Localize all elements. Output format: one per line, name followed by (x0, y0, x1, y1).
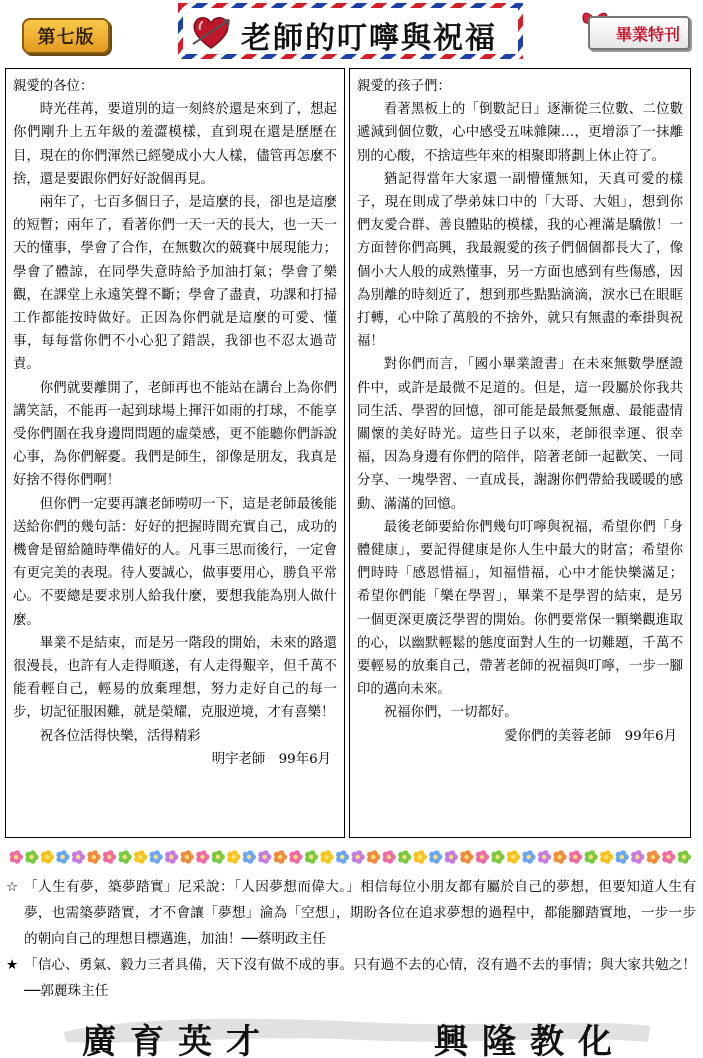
flower-icon (600, 850, 613, 864)
flower-icon (491, 850, 504, 864)
flower-icon (227, 850, 240, 864)
right-paragraph: 看著黑板上的「倒數記日」逐漸從三位數、二位數遞減到個位數，心中感受五味雜陳…，更增添了一抹離別的心酸，不捨這些年來的相聚即將劃上休止符了。 (357, 102, 683, 164)
flower-icon (134, 850, 147, 864)
left-paragraph: 但你們一定要再讓老師嘮叨一下，這是老師最後能送給你們的幾句話：好好的把握時間充實自己，成功的機會是留給隨時準備好的人。凡事三思而後行，一定會有更完美的表現。待人要誠心，做事要用心，勝負平常心。不要總是要求別人給我什麼，要想我能為別人做什麼。 (13, 496, 337, 628)
right-paragraph: 對你們而言，「國小畢業證書」在未來無數學歷證件中，或許是最微不足道的。但是，這一段屬於你我共同生活、學習的回憶，卻可能是最無憂無慮、最能盡情關懷的美好時光。這些日子以來，老師很幸運、很幸福，因為身邊有你們的陪伴，陪著老師一起歡笑、一同分享、一塊學習、一直成長，謝謝你們帶給我暖暖的感動、滿滿的回憶。 (357, 357, 683, 512)
flower-icon (445, 850, 458, 864)
flower-icon (212, 850, 225, 864)
flower-icon (476, 850, 489, 864)
right-paragraph: 最後老師要給你們幾句叮嚀與祝福，希望你們「身體健康」，要記得健康是你人生中最大的財富；希望你們時時「感恩惜福」，知福惜福，心中才能快樂滿足；希望你們能「樂在學習」，畢業不是學習的結束，是另一個更深更廣泛學習的開始。你們要常保一顆樂觀進取的心，以幽默輕鬆的態度面對人生的一切難題，千萬不要輕易的放棄自己，帶著老師的祝福與叮嚀，一步一腳印的邁向未來。 (357, 519, 683, 698)
flower-icon (569, 850, 582, 864)
flower-icon (72, 850, 85, 864)
flower-icon (196, 850, 209, 864)
flower-icon (522, 850, 535, 864)
left-paragraph: 畢業不是結束，而是另一階段的開始，未來的路還很漫長，也許有人走得順遂，有人走得艱辛，但千萬不能看輕自己，輕易的放棄理想，努力走好自己的每一步，切記征服困難，就是榮耀，克服逆境，才有喜樂！ (13, 635, 337, 721)
right-signature: 愛你們的美蓉老師 99年6月 (504, 728, 677, 744)
star-filled-icon: ★ (6, 957, 19, 973)
edition-label: 第七版 (37, 27, 95, 48)
director-note-text: 「信心、勇氣、毅力三者具備，天下沒有做不成的事。只有過不去的心情，沒有過不去的事情；與大家共勉之！──郭麗珠主任 (24, 957, 696, 999)
flower-icon (507, 850, 520, 864)
flower-icon (10, 850, 23, 864)
flower-icon (336, 850, 349, 864)
flower-icon (367, 850, 380, 864)
newsletter-header (0, 0, 703, 62)
special-issue-label: 畢業特刊 (615, 24, 680, 44)
flower-icon (165, 850, 178, 864)
flower-icon (616, 850, 629, 864)
flower-icon (274, 850, 287, 864)
left-paragraph: 你們就要離開了，老師再也不能站在講台上為你們講笑話，不能再一起到球場上揮汗如雨的打球，不能享受你們圍在我身邊問問題的虛榮感，更不能聽你們訴說心事，為你們解憂。我們是師生，卻像是朋友，我真是好捨不得你們啊！ (13, 380, 337, 489)
flower-icon (429, 850, 442, 864)
flower-icon (383, 850, 396, 864)
left-teacher-letter (5, 68, 345, 838)
flower-icon (181, 850, 194, 864)
right-blessing: 祝福你們，一切都好。 (383, 705, 518, 721)
flower-icon (305, 850, 318, 864)
flower-icon (352, 850, 365, 864)
right-teacher-letter (349, 68, 691, 838)
title-banner (178, 3, 523, 59)
left-signature: 明宇老師 99年6月 (211, 751, 331, 767)
right-greeting: 親愛的孩子們： (357, 79, 451, 94)
director-note (6, 952, 696, 1004)
special-issue-tag (588, 16, 690, 50)
heart-icon (191, 14, 231, 50)
flower-icon (243, 850, 256, 864)
left-paragraph: 兩年了，七百多個日子，是這麼的長，卻也是這麼的短暫；兩年了，看著你們一天一天的長大，也一天一天的懂事，學會了合作，在無數次的競賽中展現能力；學會了體諒，在同學失意時給予加油打氣；學會了樂觀，在課堂上永遠笑聲不斷；學會了盡責，功課和打掃工作都能按時做好。正因為你們就是這麼的可愛、懂事，每每當你們不小心犯了錯誤，我卻也不忍太過苛責。 (13, 195, 337, 373)
flower-divider (8, 846, 692, 868)
flower-icon (647, 850, 660, 864)
flower-icon (150, 850, 163, 864)
page-title: 老師的叮嚀與祝福 (241, 21, 497, 56)
star-outline-icon: ☆ (6, 879, 19, 895)
left-greeting: 親愛的各位： (13, 79, 94, 94)
flower-icon (25, 850, 38, 864)
flower-icon (41, 850, 54, 864)
flower-icon (258, 850, 271, 864)
flower-icon (585, 850, 598, 864)
flower-icon (678, 850, 691, 864)
flower-icon (103, 850, 116, 864)
director-note (6, 874, 696, 952)
flower-icon (662, 850, 675, 864)
director-notes (6, 874, 696, 1004)
flower-icon (631, 850, 644, 864)
flower-icon (289, 850, 302, 864)
edition-badge (22, 18, 110, 54)
flower-icon (119, 850, 132, 864)
footer-motto (62, 1008, 652, 1056)
flower-icon (414, 850, 427, 864)
flower-icon (87, 850, 100, 864)
director-note-text: 「人生有夢，築夢踏實」尼采說：「人因夢想而偉大。」相信每位小朋友都有屬於自己的夢想，但要知道人生有夢，也需築夢踏實，才不會讓「夢想」淪為「空想」，期盼各位在追求夢想的過程中，都能腳踏實地，一步一步的朝向自己的理想目標邁進，加油！──蔡明政主任 (24, 879, 696, 947)
flower-icon (398, 850, 411, 864)
right-paragraph: 猶記得當年大家還一副懵懂無知，天真可愛的樣子，現在則成了學弟妹口中的「大哥、大姐」，想到你們友愛合群、善良體貼的模樣，我的心裡滿是驕傲！一方面替你們高興，我最親愛的孩子們個個都長大了，像個小大人般的成熟懂事，另一方面也感到有些傷感，因為別離的時刻近了，想到那些點點滴滴，淚水已在眼眶打轉，心中除了萬般的不捨外，就只有無盡的牽掛與祝福！ (357, 171, 683, 350)
flower-icon (56, 850, 69, 864)
flower-icon (460, 850, 473, 864)
left-blessing: 祝各位活得快樂，活得精彩 (39, 728, 201, 744)
flower-icon (320, 850, 333, 864)
flower-icon (553, 850, 566, 864)
flower-icon (538, 850, 551, 864)
left-paragraph: 時光荏苒，要道別的這一刻終於還是來到了，想起你們剛升上五年級的羞澀模樣，直到現在還是歷歷在目，現在的你們渾然已經變成小大人樣，儘管再怎麼不捨，還是要跟你們好好說個再見。 (13, 102, 337, 187)
footer-motto-left: 廣育英才 (82, 1022, 274, 1058)
footer-motto-right: 興隆教化 (434, 1022, 626, 1058)
